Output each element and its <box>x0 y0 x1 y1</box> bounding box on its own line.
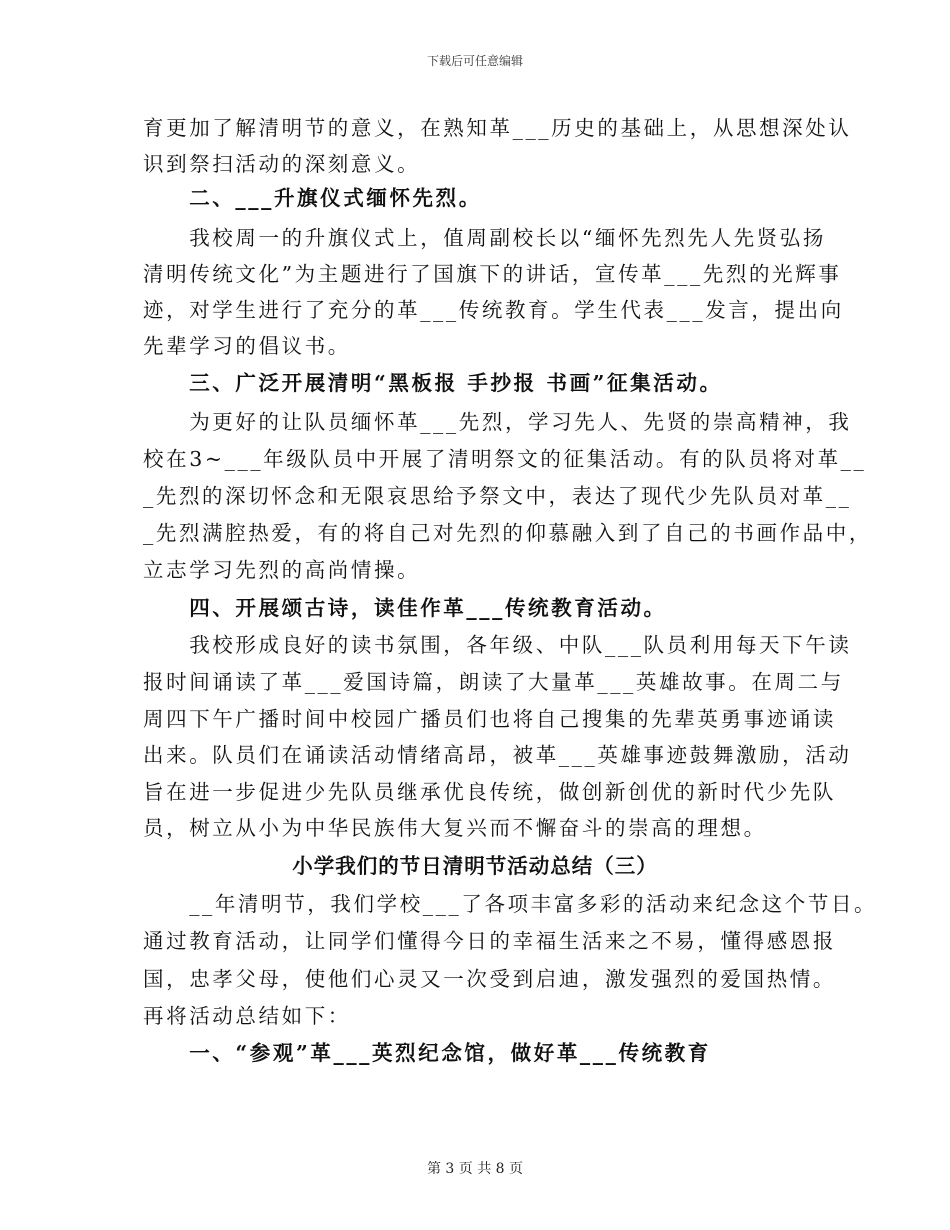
page-header: 下载后可任意编辑 <box>426 54 523 68</box>
paragraph-line: 国，忠孝父母，使他们心灵又一次受到启迪，激发强烈的爱国热情。 <box>143 967 836 991</box>
paragraph-line: 旨在进一步促进少先队员继承优良传统，做创新创优的新时代少先队 <box>143 780 836 804</box>
paragraph-line: 立志学习先烈的高尚情操。 <box>143 558 421 582</box>
paragraph-line: 周四下午广播时间中校园广播员们也将自己搜集的先辈英勇事迹诵读 <box>143 707 836 731</box>
paragraph-line: 报时间诵读了革___爱国诗篇，朗读了大量革___英雄故事。在周二与 <box>143 670 844 694</box>
paragraph-line: _先烈的深切怀念和无限哀思给予祭文中，表达了现代少先队员对革__ <box>143 484 852 508</box>
paragraph-line: 先辈学习的倡议书。 <box>143 334 351 358</box>
paragraph-line: 为更好的让队员缅怀革___先烈，学习先人、先贤的崇高精神，我 <box>143 410 852 434</box>
section-heading: 三、广泛开展清明“黑板报 手抄报 书画”征集活动。 <box>143 371 723 395</box>
paragraph-line: 我校形成良好的读书氛围，各年级、中队___队员利用每天下午读 <box>143 633 852 657</box>
section-heading: 二、___升旗仪式缅怀先烈。 <box>143 186 482 210</box>
paragraph-line: 识到祭扫活动的深刻意义。 <box>143 152 421 176</box>
paragraph-line: 我校周一的升旗仪式上，值周副校长以“缅怀先烈先人先贤弘扬 <box>143 226 826 250</box>
paragraph-line: 校在3~___年级队员中开展了清明祭文的征集活动。有的队员将对革__ <box>143 447 867 471</box>
paragraph-line: 清明传统文化”为主题进行了国旗下的讲话，宣传革___先烈的光辉事 <box>143 262 842 286</box>
paragraph-line: 再将活动总结如下： <box>143 1004 351 1028</box>
paragraph-line: _先烈满腔热爱，有的将自己对先烈的仰慕融入到了自己的书画作品中， <box>143 521 872 545</box>
paragraph-line: 育更加了解清明节的意义，在熟知革___历史的基础上，从思想深处认 <box>143 116 852 140</box>
page-footer: 第 3 页 共 8 页 <box>426 1161 524 1177</box>
paragraph-line: 出来。队员们在诵读活动情绪高昂，被革___英雄事迹鼓舞激励，活动 <box>143 743 852 767</box>
paragraph-line: 员，树立从小为中华民族伟大复兴而不懈奋斗的崇高的理想。 <box>143 816 767 840</box>
section-heading: 四、开展颂古诗，读佳作革___传统教育活动。 <box>143 596 667 620</box>
section-title: 小学我们的节日清明节活动总结（三） <box>292 854 658 878</box>
paragraph-line: 通过教育活动，让同学们懂得今日的幸福生活来之不易，懂得感恩报 <box>143 929 836 953</box>
paragraph-line: __年清明节，我们学校___了各项丰富多彩的活动来纪念这个节日。 <box>143 892 878 916</box>
paragraph-line: 迹，对学生进行了充分的革___传统教育。学生代表___发言，提出向 <box>143 298 844 322</box>
section-heading: 一、“参观”革___英烈纪念馆，做好革___传统教育 <box>143 1041 711 1065</box>
